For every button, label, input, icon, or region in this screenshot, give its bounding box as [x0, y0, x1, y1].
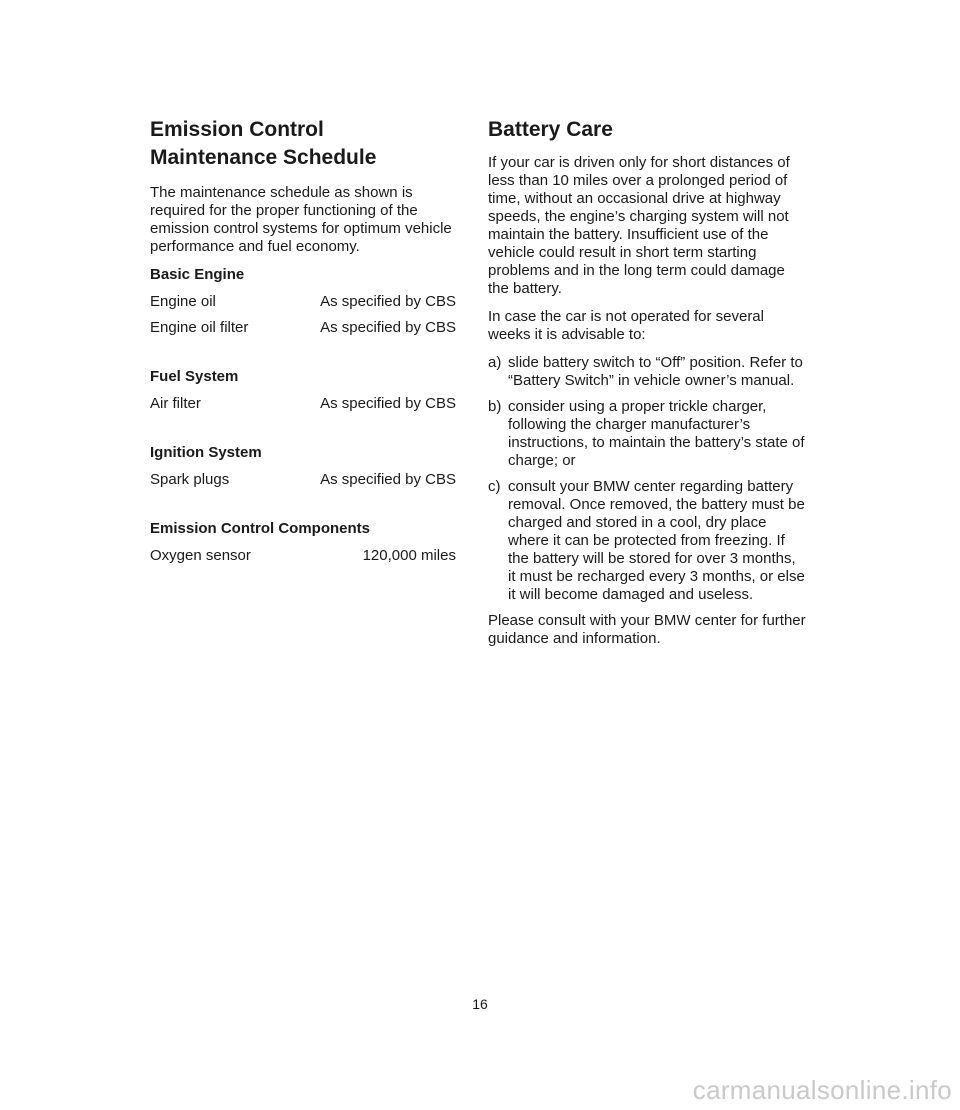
list-text: consider using a proper trickle charger, following the charger manufacturer’s instructions, to maintain the battery’s state of charge; or: [508, 398, 805, 469]
list-label: a): [488, 354, 502, 371]
page-number: 16: [472, 996, 488, 1012]
row-value: As specified by CBS: [320, 471, 456, 488]
footer-watermark: carmanualsonline.info: [692, 1075, 952, 1105]
schedule-row: [150, 293, 456, 311]
section-title-ignition-system: Ignition System: [150, 444, 262, 461]
row-value: 120,000 miles: [362, 547, 456, 564]
row-item: Engine oil filter: [150, 319, 249, 336]
emission-control-column: [150, 116, 456, 573]
row-item: Engine oil: [150, 293, 216, 310]
list-label: b): [488, 398, 502, 415]
battery-care-column: [488, 116, 806, 658]
list-label: c): [488, 478, 501, 495]
list-text: slide battery switch to “Off” position. Refer to “Battery Switch” in vehicle owner’s manual.: [508, 354, 803, 389]
row-item: Spark plugs: [150, 471, 230, 488]
battery-para-3: Please consult with your BMW center for further guidance and information.: [488, 612, 806, 647]
emission-control-title: [150, 116, 456, 172]
title-line-1: Emission Control: [150, 118, 324, 141]
list-item: [488, 478, 806, 604]
title-line-2: Maintenance Schedule: [150, 146, 377, 169]
battery-para-1: If your car is driven only for short distances of less than 10 miles over a prolonged period of time, without an occasional drive at highway speeds, the engine’s charging system will not maintain the battery. Insufficient use of the vehicle could result in short term starting problems and in the long term could damage the battery.: [488, 154, 790, 297]
list-item: [488, 398, 806, 470]
section-title-fuel-system: Fuel System: [150, 368, 239, 385]
schedule-row: [150, 471, 456, 489]
row-item: Air filter: [150, 395, 201, 412]
schedule-row: [150, 395, 456, 413]
section-title-emission-components: Emission Control Components: [150, 520, 371, 537]
schedule-row: [150, 547, 456, 565]
row-value: As specified by CBS: [320, 395, 456, 412]
battery-para-2: In case the car is not operated for several weeks it is advisable to:: [488, 308, 764, 343]
battery-care-title: Battery Care: [488, 118, 613, 141]
row-value: As specified by CBS: [320, 293, 456, 310]
row-item: Oxygen sensor: [150, 547, 251, 564]
list-item: [488, 354, 806, 390]
list-text: consult your BMW center regarding battery removal. Once removed, the battery must be charged and stored in a cool, dry place where it can be protected from freezing. If the battery will be stored for over 3 months, it must be recharged every 3 months, or else it will become damaged and useless.: [508, 478, 805, 603]
schedule-row: [150, 319, 456, 337]
section-title-basic-engine: Basic Engine: [150, 266, 245, 283]
emission-intro: The maintenance schedule as shown is required for the proper functioning of the emission control systems for optimum vehicle performance and fuel economy.: [150, 184, 452, 255]
row-value: As specified by CBS: [320, 319, 456, 336]
